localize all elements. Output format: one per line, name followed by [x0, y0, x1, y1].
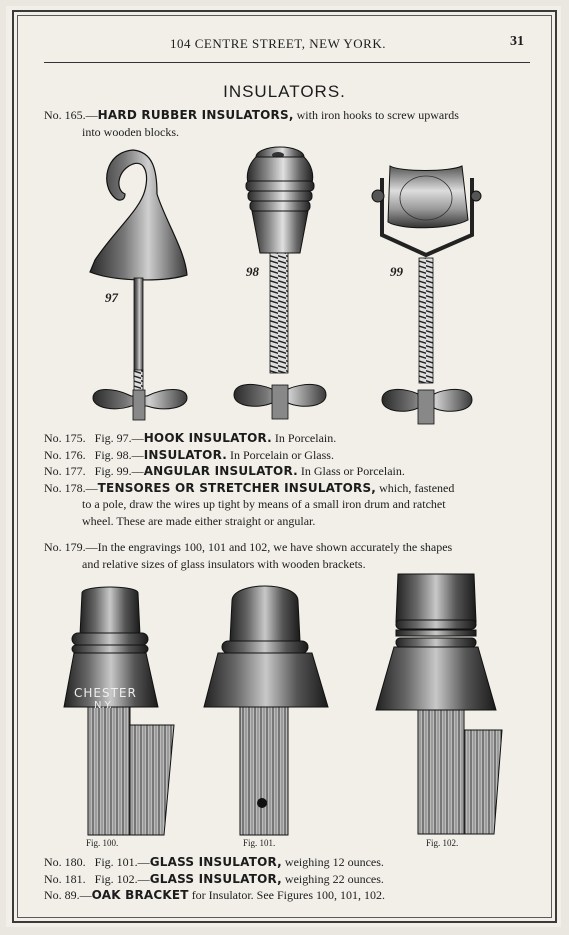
item-text: weighing 12 ounces. — [281, 855, 384, 869]
item-text: for Insulator. See Figures 100, 101, 102. — [188, 888, 385, 902]
item-title: ANGULAR INSULATOR. — [143, 464, 298, 478]
page-number: 31 — [510, 34, 524, 49]
item-text: which, fastened — [376, 480, 455, 495]
glass-insulator-fig-102-illustration — [374, 572, 509, 834]
embossed-text-chester: CHESTER — [74, 686, 137, 700]
embossed-text-ny: N.Y. — [94, 700, 112, 711]
item-text: In Porcelain or Glass. — [227, 447, 334, 462]
item-title: TENSORES OR STRETCHER INSULATORS, — [97, 480, 377, 495]
list-item-89 — [44, 887, 385, 904]
item-number: No. 180. — [44, 855, 86, 869]
item-text: In Porcelain. — [271, 431, 337, 445]
section-title: INSULATORS. — [223, 82, 346, 101]
item-title: OAK BRACKET — [91, 888, 189, 902]
item-number: No. 177. — [44, 464, 86, 478]
running-head: 104 CENTRE STREET, NEW YORK. — [170, 36, 386, 51]
item-text: weighing 22 ounces. — [281, 871, 384, 886]
list-item-178 — [44, 480, 454, 530]
item-fig: Fig. 98.— — [94, 447, 144, 462]
hook-insulator-illustration — [85, 150, 195, 430]
angular-insulator-illustration — [370, 160, 485, 430]
intro-text-2: into wooden blocks. — [82, 124, 179, 139]
list-item-175 — [44, 430, 454, 447]
fig-97-label: 97 — [105, 290, 118, 305]
glass-insulator-fig-101-illustration — [200, 585, 330, 835]
fig-99-label: 99 — [390, 264, 403, 279]
item-list — [44, 430, 454, 572]
list-item-177 — [44, 463, 454, 480]
item-number: No. 175. — [44, 431, 86, 445]
intro-paragraph — [44, 107, 459, 140]
item-text-2: to a pole, draw the wires up tight by means of a small iron drum and ratchet — [82, 497, 446, 511]
item-title: GLASS INSULATOR, — [149, 855, 282, 869]
header-rule — [44, 62, 530, 63]
intro-number: No. 165.— — [44, 108, 98, 122]
item-title: GLASS INSULATOR, — [149, 871, 282, 886]
item-number: No. 178.— — [44, 480, 98, 495]
item-text-2: and relative sizes of glass insulators with wooden brackets. — [82, 556, 366, 571]
item-fig: Fig. 101.— — [94, 855, 150, 869]
item-title: HOOK INSULATOR. — [143, 431, 272, 445]
insulator-illustration — [230, 145, 330, 430]
list-item-179 — [44, 539, 454, 572]
item-text-3: wheel. These are made either straight or angular. — [82, 513, 316, 528]
footer-item-list — [44, 854, 385, 904]
fig-102-caption: Fig. 102. — [426, 838, 459, 848]
glass-insulator-fig-100-illustration — [62, 585, 177, 835]
item-number: No. 176. — [44, 447, 86, 462]
list-item-181 — [44, 871, 385, 888]
list-item-176 — [44, 447, 454, 464]
item-fig: Fig. 102.— — [94, 871, 150, 886]
fig-98-label: 98 — [246, 264, 259, 279]
item-number: No. 89.— — [44, 888, 92, 902]
intro-text-1: with iron hooks to screw upwards — [293, 108, 459, 122]
fig-101-caption: Fig. 101. — [243, 838, 276, 848]
item-text: No. 179.—In the engravings 100, 101 and 102, we have shown accurately the shapes — [44, 540, 453, 554]
list-item-180 — [44, 854, 385, 871]
item-title: INSULATOR. — [143, 447, 227, 462]
item-number: No. 181. — [44, 871, 86, 886]
item-text: In Glass or Porcelain. — [297, 464, 405, 478]
item-fig: Fig. 97.— — [94, 431, 144, 445]
intro-title: HARD RUBBER INSULATORS, — [97, 108, 294, 122]
item-fig: Fig. 99.— — [94, 464, 144, 478]
fig-100-caption: Fig. 100. — [86, 838, 119, 848]
